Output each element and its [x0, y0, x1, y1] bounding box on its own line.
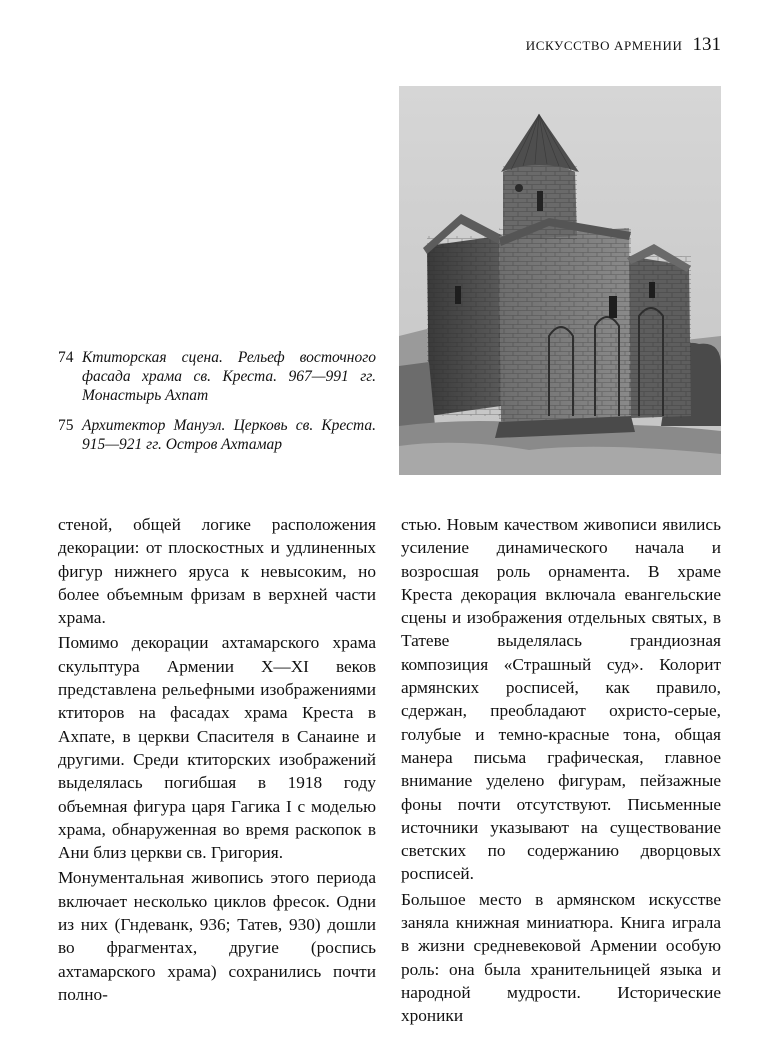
paragraph: Большое место в армянском искусстве заняла книжная миниатюра. Книга играла в жизни средневековой Армении особую роль: она была хранительницей языка и народной мудрости. Исторические хроники [401, 889, 721, 1026]
running-title: ИСКУССТВО АРМЕНИИ [525, 38, 683, 53]
paragraph: Монументальная живопись этого периода включает несколько циклов фресок. Одни из них (Гндеванк, 936; Татев, 930) дошли во фрагментах, другие (роспись ахтамарского храма) сохранились почти полно- [58, 868, 376, 1004]
church-photo [399, 86, 721, 475]
left-text-column [58, 513, 376, 1008]
paragraph: стью. Новым качеством живописи явились усиление динамического начала и возросшая роль орнамента. В храме Креста декорация включала евангельские сцены и изображения отдельных святых, в Татеве выделялась грандиозная композиция «Страшный суд». Колорит армянских росписей, как правило, сдержан, преобладают охристо-серые, голубые и темно-красные тона, общая манера письма графическая, главное внимание уделено фигурам, пейзажные фоны почти отсутствуют. Письменные источники указывают на существование светских по содержанию дворцовых росписей. [401, 515, 721, 884]
caption-75 [58, 416, 376, 454]
caption-text: Архитектор Мануэл. Церковь св. Креста. 915—921 гг. Остров Ахтамар [82, 417, 376, 453]
paragraph: стеной, общей логике расположения декорации: от плоскостных и удлиненных фигур нижнего яруса к невысоким, но более объемным фризам в верхней части храма. [58, 515, 376, 628]
caption-number: 75 [58, 417, 74, 434]
paragraph: Помимо декорации ахтамарского храма скульптура Армении X—XI веков представлена рельефными изображениями ктиторов на фасадах храма Креста в Ахпате, в церкви Спасителя в Санаине и другими. Среди ктиторских изображений выделялась погибшая в 1918 году объемная фигура царя Гагика I с моделью храма, обнаруженная во время раскопок в Ани близ церкви св. Григория. [58, 633, 376, 863]
figure-captions [58, 348, 376, 465]
caption-number: 74 [58, 349, 74, 366]
right-text-column [401, 513, 721, 1030]
caption-74 [58, 348, 376, 405]
running-head [526, 34, 721, 56]
page-number: 131 [692, 34, 721, 55]
caption-text: Ктиторская сцена. Рельеф восточного фасада храма св. Креста. 967—991 гг. Монастырь Ахпат [82, 349, 376, 404]
church-photo-icon [399, 86, 721, 475]
